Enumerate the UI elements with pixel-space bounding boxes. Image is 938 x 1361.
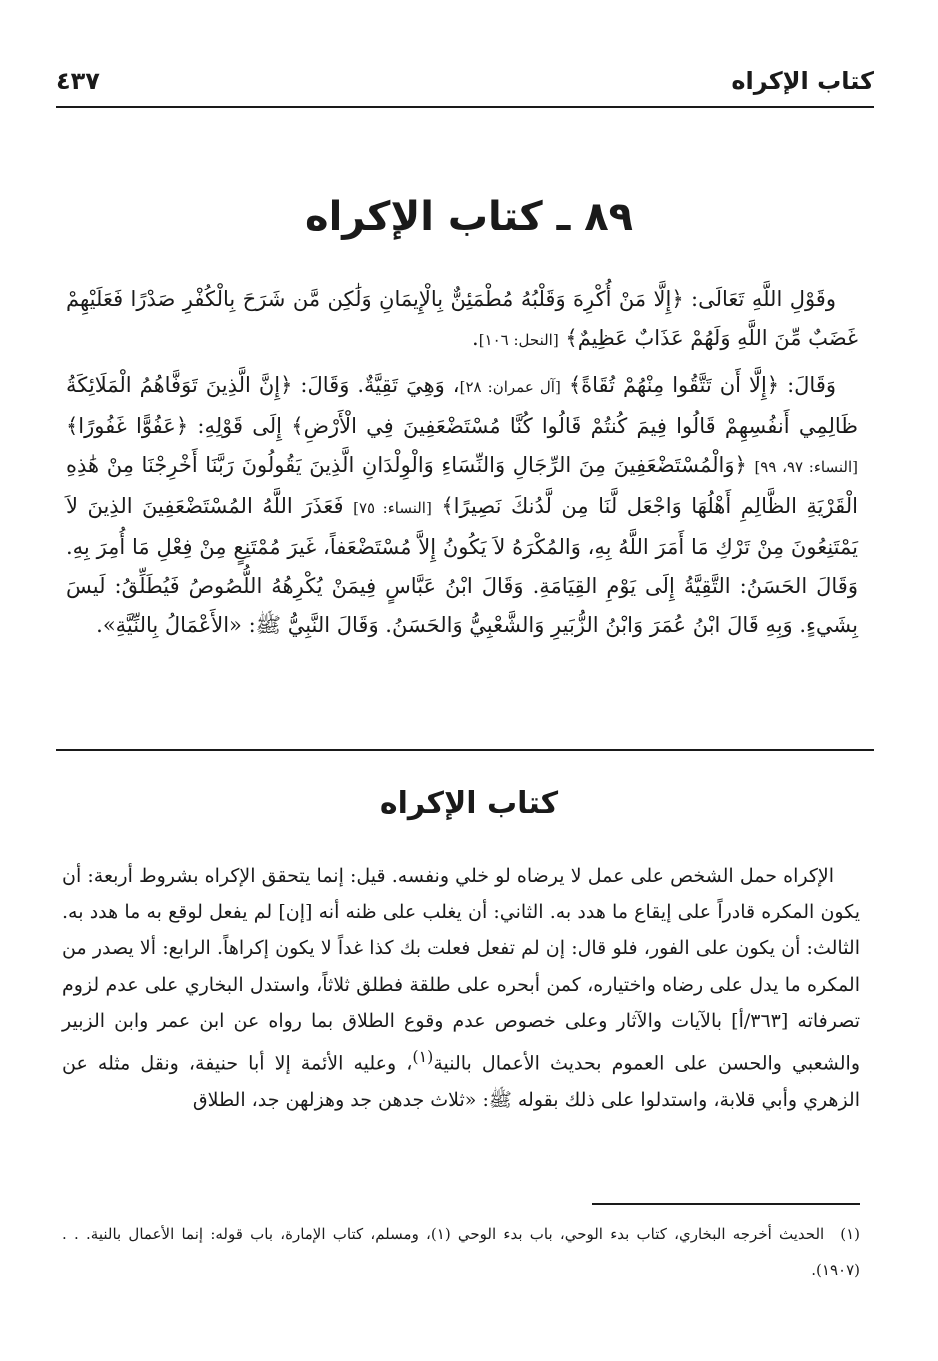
commentary-title: كتاب الإكراه bbox=[379, 786, 559, 821]
commentary-part-a: الإكراه حمل الشخص على عمل لا يرضاه لو خلي ونفسه. قيل: إنما يتحقق الإكراه بشروط أربعة: أن يكون المكره قادراً على إيقاع ما هدد به. الثاني: أن يغلب على ظنه أنه [إن] لم يفعل لوقع به ما هدد به. الثالث: أن يكون على الفور، فلو قال: إن لم تفعل فعلت بك كذا غداً لا يكون إكراهاً. الرابع: ألا يصدر من المكره ما يدل على رضاه واختياره، كمن أبحره على طلقة فطلق ثلاثاً، واستدل البخاري على عدم لزوم تصرفاته [٣٦٣/أ] بالآيات والآثار وعلى خصوص عدم وقوع الطلاق بما رواه عن ابن عمر وابن الزبير والشعبي والحسن على العموم بحديث الأعمال بالنية bbox=[62, 865, 860, 1075]
commentary-part-b: ، وعليه الأئمة إلا أبا حنيفة، ونقل مثله عن الزهري وأبي قلابة، واستدلوا على ذلك بقوله ﷺ: «ثلاث جدهن جد وهزلهن جد، الطلاق bbox=[62, 1052, 860, 1111]
footnote-line bbox=[62, 1216, 860, 1288]
chapter-title: ٨٩ ـ كتاب الإكراه bbox=[304, 194, 634, 240]
matn-verse-1: وقَوْلِ اللَّهِ تَعَالَى: ﴿إِلَّا مَنْ أُكْرِهَ وَقَلْبُهُ مُطْمَئِنٌّ بِالْإِيمَانِ وَلَٰكِن مَّن شَرَحَ بِالْكُفْرِ صَدْرًا فَعَلَيْهِمْ غَضَبٌ مِّنَ اللَّهِ وَلَهُمْ عَذَابٌ عَظِيمٌ﴾ bbox=[66, 287, 858, 350]
section-divider bbox=[56, 749, 874, 751]
footnote-text: الحديث أخرجه البخاري، كتاب بدء الوحي، باب بدء الوحي (١)، ومسلم، كتاب الإمارة، باب قوله: إنما الأعمال بالنية. . . (١٩٠٧). bbox=[62, 1225, 860, 1279]
footnote bbox=[62, 1216, 860, 1288]
footnote-number: (١) bbox=[840, 1225, 860, 1243]
matn-paragraph-1 bbox=[66, 280, 858, 360]
matn-ref-3: [النساء: ٩٧، ٩٩] bbox=[754, 458, 858, 476]
matn-segment-d: فَعَذَرَ اللَّهُ المُسْتَضْعَفِينَ الذِينَ لاَ يَمْتَنِعُونَ مِنْ تَرْكِ مَا أَمَرَ اللَّهُ بِهِ، وَالمُكْرَهُ لاَ يَكُونُ إِلاَّ مُسْتَضْعَفاً، غَيرَ مُمْتَنِعٍ مِنْ فِعْلِ مَا أُمِرَ بِهِ. وَقَالَ الحَسَنُ: التَّقِيَّةُ إِلَى يَوْمِ القِيَامَةِ. وَقَالَ ابْنُ عَبَّاسٍ فِيمَنْ يُكْرِهُهُ اللُّصُوصُ فَيُطَلِّقُ: لَيسَ بِشَيءٍ. وَبِهِ قَالَ ابْنُ عُمَرَ وَابْنُ الزُّبَيرِ وَالشَّعْبِيُّ وَالحَسَنُ. وَقَالَ النَّبِيُّ ﷺ: «الأَعْمَالُ بِالنِّيَّةِ». bbox=[66, 494, 858, 637]
matn-ref-1: [النحل: ١٠٦] bbox=[478, 331, 559, 349]
commentary-text bbox=[62, 858, 860, 1118]
page-number: ٤٣٧ bbox=[56, 67, 100, 95]
footnote-marker[interactable]: (١) bbox=[412, 1047, 434, 1067]
commentary-paragraph bbox=[62, 858, 860, 1118]
matn-ref-2: [آل عمران: ٢٨] bbox=[459, 378, 561, 396]
matn-end-1: . bbox=[472, 326, 479, 350]
running-title: كتاب الإكراه bbox=[731, 67, 874, 95]
matn-verse-2: وَقَالَ: ﴿إِلَّا أَن تَتَّقُوا مِنْهُمْ تُقَاةً﴾ bbox=[568, 373, 836, 397]
footnote-rule bbox=[592, 1203, 860, 1205]
hadith-text bbox=[66, 280, 858, 645]
matn-segment-c: ﴿وَالْمُسْتَضْعَفِينَ مِنَ الرِّجَالِ وَالنِّسَاءِ وَالْوِلْدَانِ الَّذِينَ يَقُولُونَ رَبَّنَا أَخْرِجْنَا مِنْ هَٰذِهِ الْقَرْيَةِ الظَّالِمِ أَهْلُهَا وَاجْعَل لَّنَا مِن لَّدُنكَ نَصِيرًا﴾ bbox=[66, 453, 858, 518]
matn-segment-b: ، وَهِيَ تَقِيَّةٌ. وَقَالَ: ﴿إِنَّ الَّذِينَ تَوَفَّاهُمُ الْمَلَائِكَةُ ظَالِمِي أَنفُسِهِمْ قَالُوا فِيمَ كُنتُمْ قَالُوا كُنَّا مُسْتَضْعَفِينَ فِي الْأَرْضِ﴾ إِلَى قَوْلِهِ: ﴿عَفُوًّا غَفُورًا﴾ bbox=[66, 373, 858, 438]
matn-paragraph-2 bbox=[66, 366, 858, 645]
header-rule bbox=[56, 106, 874, 108]
page-header bbox=[56, 58, 874, 104]
matn-ref-4: [النساء: ٧٥] bbox=[353, 499, 432, 517]
